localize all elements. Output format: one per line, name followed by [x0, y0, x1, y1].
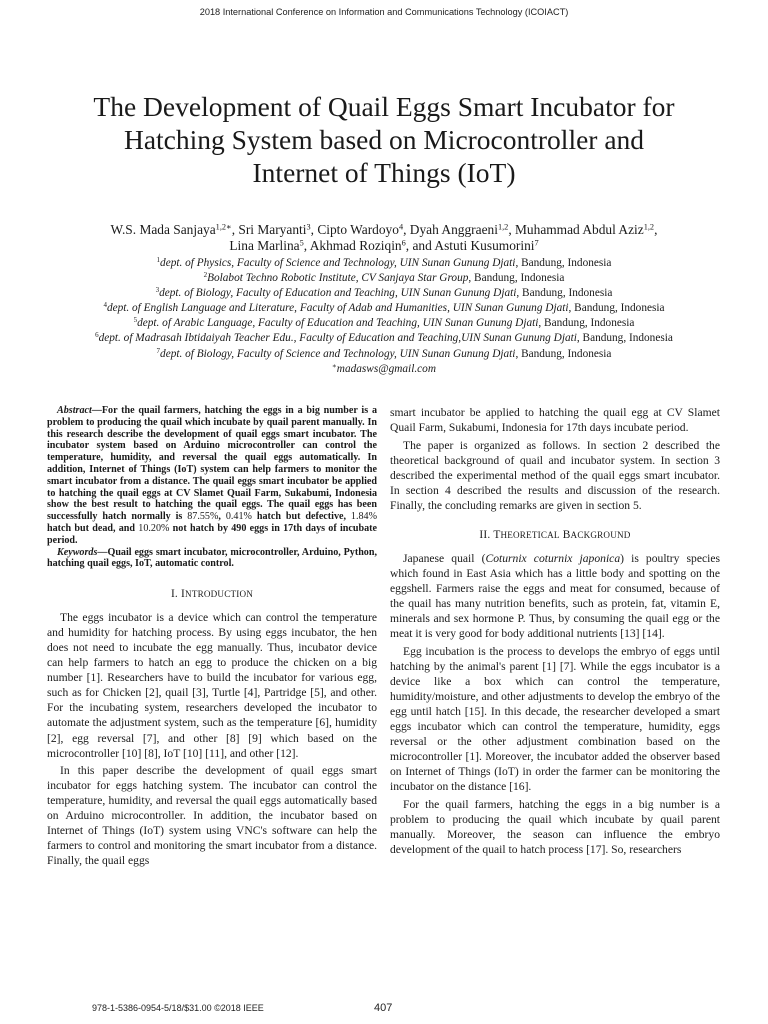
author-affiliation-mark: 1,2∗ [215, 222, 232, 232]
abstract-text: not hatch by 490 eggs in 17th days of incubate period. [47, 522, 377, 546]
abstract-text: hatch but defective, [251, 511, 351, 523]
title-line: The Development of Quail Eggs Smart Incubator for [93, 91, 675, 122]
affiliation-text: dept. of Arabic Language, Faculty of Education and Teaching, UIN Sunan Gunung Djati [137, 317, 539, 330]
affiliation-mark: 4 [103, 301, 107, 310]
author-name: Muhammad Abdul Aziz [515, 222, 644, 237]
author-separator: , [508, 222, 516, 237]
section-title-rest: HEORETICAL [500, 529, 560, 540]
section-title-initial: T [493, 528, 501, 541]
affiliation-mark: 7 [156, 346, 161, 355]
keywords-dash: — [97, 546, 108, 558]
affiliation-text: Bolabot Techno Robotic Institute, CV Sanjaya Star Group [207, 272, 469, 285]
affiliation-mark: 1 [156, 256, 161, 265]
author-separator: , [403, 222, 410, 237]
section-heading-introduction [47, 588, 377, 600]
abstract [47, 405, 377, 570]
email-mark: ∗ [332, 361, 337, 370]
keywords-paragraph [47, 547, 377, 571]
affiliation-mark: 5 [133, 316, 138, 325]
abstract-dash: — [91, 405, 102, 416]
author-line-1 [20, 222, 748, 238]
affiliation-mark: 2 [203, 271, 208, 280]
affiliation-location: , Bandung, Indonesia [576, 332, 673, 345]
author-list [20, 222, 748, 254]
quail-text: ) is poultry species which found in East Asia which has a little body and spotting on the eggshell. Farmers raise the eggs and meat for consumed, because of the quail has many nutrition benefits, such as protein, fat, vitamin E, minerals and sex hormone P. Thus, by consuming the quail egg or the meat it is very good for body additional nutrients [13] [14]. [390, 551, 721, 641]
affiliation-mark: 3 [155, 286, 160, 295]
section-number: I. [170, 588, 178, 601]
contact-email-line [6, 362, 762, 377]
abstract-value: 10.20% [138, 522, 170, 534]
body-paragraph: For the quail farmers, hatching the eggs in a big number is a problem to producing the quail which incubate by quail parent manually. Moreover, the season can influence the embryo development of the quail to hatch process [17]. So, researchers [390, 797, 720, 856]
contact-email: madasws@gmail.com [336, 362, 436, 375]
affiliation-line [6, 271, 762, 286]
section-title-rest: NTRODUCTION [185, 589, 254, 600]
body-paragraph [390, 551, 720, 641]
body-paragraph: Egg incubation is the process to develops the embryo of eggs until hatching by the animal's parent [1] [7]. While the eggs incubator is a device like a box which can control the temperature, humidity/moisture, and other adjustments to develop the embryo of the egg until hatch [15]. In this decade, the researcher developed a smart eggs incubator which can control the temperature, humidity, eggs reversal or the other adjustment combination based on the microcontroller [1]. Moreover, the incubator added the observer based on Internet of Things (IoT) in order the farmer can be monitoring the incubator on the distance [16]. [390, 644, 720, 794]
affiliation-line [6, 316, 762, 331]
author-name: Cipto Wardoyo [317, 222, 399, 237]
affiliation-line [6, 301, 762, 316]
affiliation-location: , Bandung, Indonesia [515, 347, 612, 360]
author-affiliation-mark: 6 [401, 238, 406, 248]
section-title-rest: ACKGROUND [570, 529, 631, 540]
affiliation-text: dept. of Biology, Faculty of Science and Technology, UIN Sunan Gunung Djati [160, 347, 516, 360]
author-affiliation-mark: 7 [534, 238, 539, 248]
abstract-text: For the quail farmers, hatching the eggs in a big number is a problem to producing the quail which incubate by quail parent manually. In this research describe the development of quail eggs smart incubator. The incubator system based on Arduino microcontroller can control the temperature, humidity, and reversal the quail eggs automatically. In addition, Internet of Things (IoT) system can help farmers to monitor the smart incubator from a distance. The quail eggs smart incubator be applied to hatching the quail eggs at CV Slamet Quail Farm, Sukabumi, Indonesia show the best result to hatching the quail eggs. The quail eggs has been successfully hatch normally is [47, 405, 377, 523]
author-name: Astuti Kusumorini [434, 238, 535, 253]
abstract-text: hatch but dead, and [47, 522, 139, 534]
author-line-2 [20, 238, 748, 254]
author-affiliation-mark: 5 [299, 238, 304, 248]
author-name: Dyah Anggraeni [409, 222, 498, 237]
affiliation-line [6, 347, 762, 362]
abstract-value: 1.84% [350, 511, 377, 523]
affiliation-mark: 6 [95, 331, 99, 340]
body-paragraph: In this paper describe the development of quail eggs smart incubator for eggs hatching system. The incubator can control the temperature, humidity, and reversal the quail eggs automatically based on Arduino microcontroller. In addition, the incubator based on Internet of Things (IoT) system using VNC's software can help the farmers to control and monitoring the smart incubator from a distance. Finally, the quail eggs [47, 764, 377, 868]
paper-title [30, 90, 738, 189]
keywords-text: Quail eggs smart incubator, microcontroller, Arduino, Python, hatching quail eggs, IoT, automatic control. [47, 546, 377, 570]
affiliation-location: , Bandung, Indonesia [538, 317, 635, 330]
affiliation-location: , Bandung, Indonesia [515, 257, 612, 269]
author-affiliation-mark: 1,2 [497, 222, 509, 232]
author-separator: , and [405, 238, 435, 253]
footer-isbn: 978-1-5386-0954-5/18/$31.00 ©2018 IEEE [92, 1003, 264, 1013]
body-paragraph: The paper is organized as follows. In section 2 described the theoretical background of quail and incubator system. In section 3 described the experimental method of the quail eggs smart incubator. In section 4 described the results and discussion of the research. Finally, the concluding remarks are given in section 5. [390, 438, 720, 512]
quail-text: Japanese quail ( [403, 551, 486, 565]
abstract-paragraph [47, 405, 377, 547]
title-line: Hatching System based on Microcontroller and [123, 124, 645, 155]
author-separator: , [231, 222, 239, 237]
affiliation-line [6, 331, 762, 346]
page-number: 407 [374, 1002, 393, 1014]
body-paragraph: smart incubator be applied to hatching the quail egg at CV Slamet Quail Farm, Sukabumi, Indonesia for 17th days incubate period. [390, 406, 720, 435]
author-name: Lina Marlina [229, 238, 300, 253]
abstract-label: Abstract [57, 405, 92, 416]
author-name: Akhmad Roziqin [309, 238, 402, 253]
affiliation-text: dept. of Physics, Faculty of Science and Technology, UIN Sunan Gunung Djati [160, 257, 516, 269]
author-separator: , [310, 222, 318, 237]
section-title-initial: B [562, 528, 571, 541]
author-affiliation-mark: 3 [306, 222, 311, 232]
affiliation-text: dept. of English Language and Literature, Faculty of Adab and Humanities, UIN Sunan Gunung Djati [106, 302, 569, 315]
author-name: Sri Maryanti [238, 222, 307, 237]
introduction-continued [390, 405, 720, 513]
author-name: W.S. Mada Sanjaya [110, 222, 216, 237]
affiliation-text: dept. of Biology, Faculty of Education and Teaching, UIN Sunan Gunung Djati [159, 287, 517, 300]
theoretical-background-body [390, 551, 720, 857]
section-title-initial: I [181, 588, 186, 601]
affiliation-line [6, 256, 762, 271]
conference-header: 2018 International Conference on Information and Communications Technology (ICOIACT) [199, 7, 569, 17]
abstract-value: 0.41% [225, 511, 252, 523]
section-number: II. [479, 528, 491, 541]
author-affiliation-mark: 4 [398, 222, 404, 232]
affiliation-line [6, 286, 762, 301]
title-line: Internet of Things (IoT) [252, 157, 516, 188]
species-name: Coturnix coturnix japonica [485, 551, 621, 565]
right-column [390, 405, 720, 857]
affiliation-list [6, 256, 762, 377]
affiliation-location: , Bandung, Indonesia [568, 302, 665, 315]
left-column [47, 405, 377, 868]
abstract-text: , [218, 511, 226, 523]
affiliation-location: , Bandung, Indonesia [468, 272, 565, 285]
section-heading-theoretical-background [390, 529, 720, 541]
introduction-body [47, 610, 377, 868]
author-affiliation-mark: 1,2 [643, 222, 655, 232]
keywords-label: Keywords [57, 546, 98, 558]
affiliation-location: , Bandung, Indonesia [516, 287, 613, 300]
body-paragraph: The eggs incubator is a device which can control the temperature and humidity for hatching process. By using eggs incubator, the hen does not need to incubate the egg manually. Thus, incubator device can help farmers to hatch an egg to produce the chicken on a big number [1]. Researchers have to build the incubator for various egg, such as for Chicken [2], quail [3], Turtle [4], Partridge [5], and other. For the incubating system, researchers developed the incubator to automate the adjustment system, such as the temperature [6], humidity [2], egg reversal [7], and other [8] [9] which based on the microcontroller [10] [8], IoT [10] [11], and other [12]. [47, 611, 377, 760]
abstract-value: 87.55% [187, 511, 219, 523]
author-separator: , [303, 238, 310, 253]
author-separator: , [654, 222, 658, 237]
affiliation-text: dept. of Madrasah Ibtidaiyah Teacher Edu., Faculty of Education and Teaching,UIN Sunan Gunung Djati [98, 332, 577, 345]
